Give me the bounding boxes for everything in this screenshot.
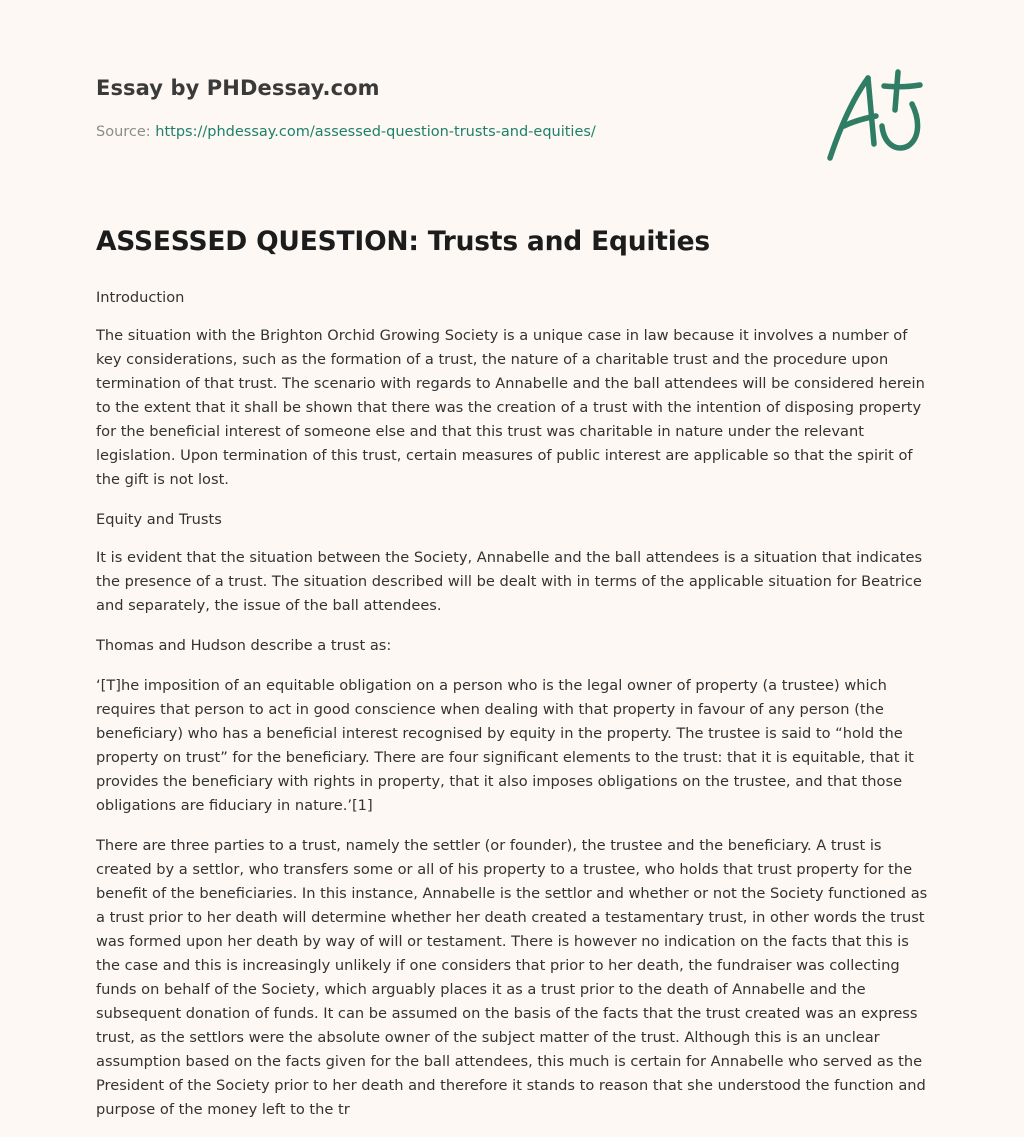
source-label: Source: — [96, 124, 151, 140]
site-title: Essay by PHDessay.com — [96, 76, 380, 100]
paragraph: It is evident that the situation between the Society, Annabelle and the ball attendees is a situation that indicates the presence of a trust. The situation described will be dealt with in terms of the applicable situation for Beatrice and separately, the issue of the ball attendees. — [96, 549, 923, 614]
section-heading-introduction: Introduction — [96, 289, 185, 306]
page-title: ASSESSED QUESTION: Trusts and Equities — [96, 226, 710, 257]
source-line — [96, 124, 596, 140]
paragraph: Thomas and Hudson describe a trust as: — [96, 637, 392, 654]
essay-header — [96, 76, 796, 140]
quote-paragraph: ‘[T]he imposition of an equitable obligation on a person who is the legal owner of property (a trustee) which requires that person to act in good conscience when dealing with that property in favour of any person (the beneficiary) who has a beneficial interest recognised by equity in the property. The trustee is said to “hold the property on trust” for the beneficiary. There are four significant elements to the trust: that it is equitable, that it provides the beneficiary with rights in property, that it also imposes obligations on the trustee, and that those obligations are fiduciary in nature.’[1] — [96, 677, 914, 814]
source-link[interactable]: https://phdessay.com/assessed-question-trusts-and-equities/ — [155, 124, 596, 140]
section-heading-equity-and-trusts: Equity and Trusts — [96, 511, 222, 528]
paragraph: There are three parties to a trust, namely the settler (or founder), the trustee and the beneficiary. A trust is created by a settlor, who transfers some or all of his property to a trustee, who holds that trust property for the benefit of the beneficiaries. In this instance, Annabelle is the settlor and whether or not the Society functioned as a trust prior to her death will determine whether her death created a testamentary trust, in other words the trust was formed upon her death by way of will or testament. There is however no indication on the facts that this is the case and this is increasingly unlikely if one considers that prior to her death, the fundraiser was collecting funds on behalf of the Society, which arguably places it as a trust prior to the death of Annabelle and the subsequent donation of funds. It can be assumed on the basis of the facts that the trust created was an express trust, as the settlors were the absolute owner of the subject matter of the trust. Although this is an unclear assumption based on the facts given for the ball attendees, this much is certain for Annabelle who served as the President of the Society prior to her death and therefore it stands to reason that she understood the function and purpose of the money left to the tr — [96, 837, 928, 1118]
essay-body — [96, 286, 932, 1137]
a-plus-logo-icon — [824, 66, 928, 166]
paragraph: The situation with the Brighton Orchid Growing Society is a unique case in law because it involves a number of key considerations, such as the formation of a trust, the nature of a charitable trust and the procedure upon termination of that trust. The scenario with regards to Annabelle and the ball attendees will be considered herein to the extent that it shall be shown that there was the creation of a trust with the intention of disposing property for the beneficial interest of someone else and that this trust was charitable in nature under the relevant legislation. Upon termination of this trust, certain measures of public interest are applicable so that the spirit of the gift is not lost. — [96, 327, 925, 488]
